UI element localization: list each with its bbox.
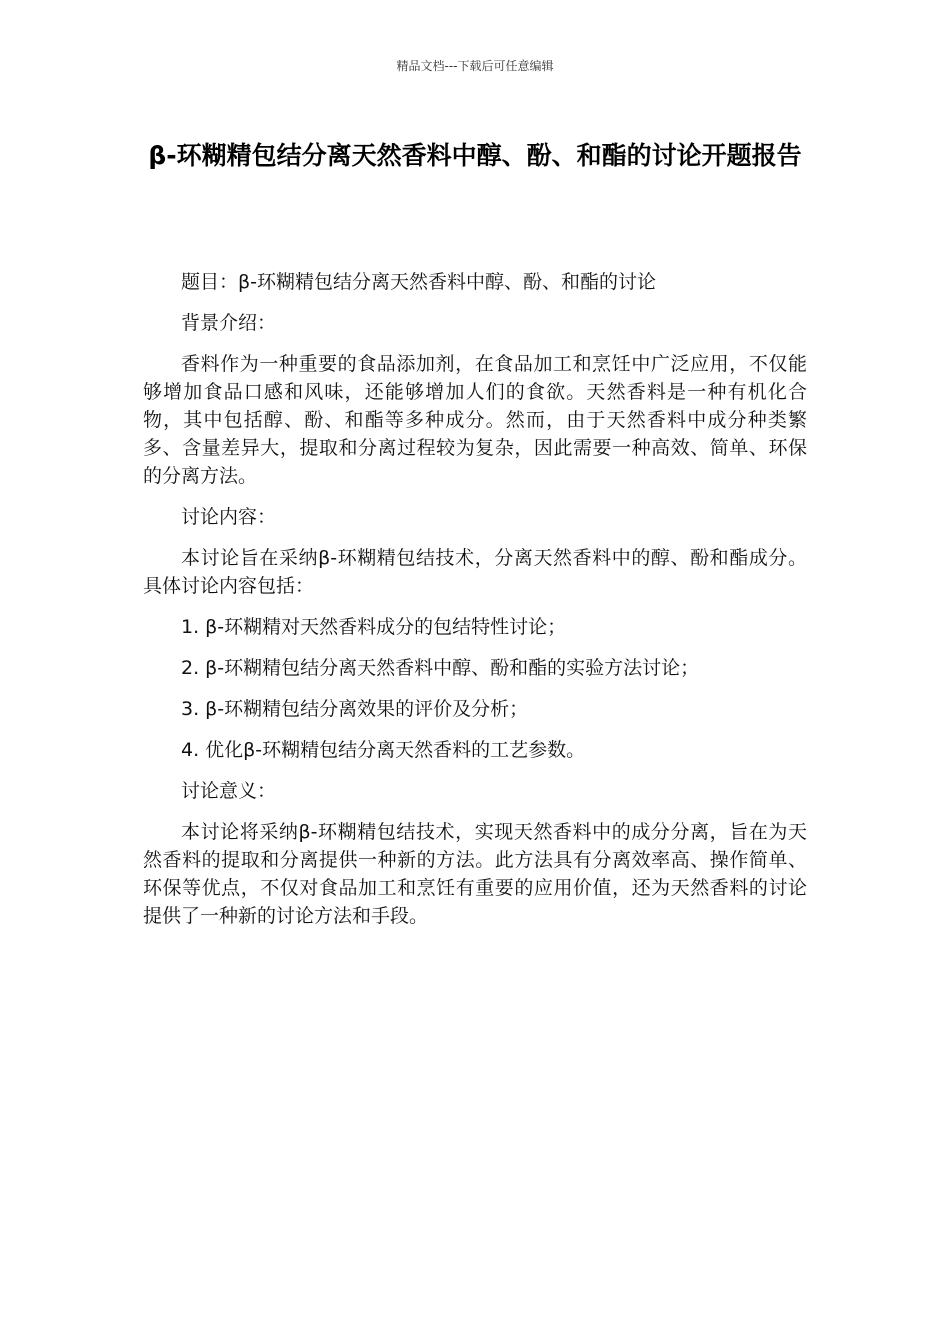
topic-line: 题目：β-环糊精包结分离天然香料中醇、酚、和酯的讨论	[181, 271, 656, 293]
header-note: 精品文档---下载后可任意编辑	[396, 59, 554, 73]
document-title: β-环糊精包结分离天然香料中醇、酚、和酯的讨论开题报告	[148, 141, 802, 170]
section-heading-background: 背景介绍：	[181, 312, 277, 334]
content-list-item-3: 3. β-环糊精包结分离效果的评价及分析；	[181, 698, 529, 720]
content-paragraph: 本讨论旨在采纳β-环糊精包结技术，分离天然香料中的醇、酚和酯成分。具体讨论内容包括：	[143, 547, 807, 597]
document-body	[143, 268, 807, 943]
section-heading-content: 讨论内容：	[181, 506, 277, 528]
significance-paragraph: 本讨论将采纳β-环糊精包结技术，实现天然香料中的成分分离，旨在为天然香料的提取和分离提供一种新的方法。此方法具有分离效率高、操作简单、环保等优点，不仅对食品加工和烹饪有重要的应用价值，还为天然香料的讨论提供了一种新的讨论方法和手段。	[143, 821, 807, 927]
content-list-item-4: 4. 优化β-环糊精包结分离天然香料的工艺参数。	[181, 739, 586, 761]
background-paragraph: 香料作为一种重要的食品添加剂，在食品加工和烹饪中广泛应用，不仅能够增加食品口感和风味，还能够增加人们的食欲。天然香料是一种有机化合物，其中包括醇、酚、和酯等多种成分。然而，由于天然香料中成分种类繁多、含量差异大，提取和分离过程较为复杂，因此需要一种高效、简单、环保的分离方法。	[143, 353, 807, 487]
content-list-item-2: 2. β-环糊精包结分离天然香料中醇、酚和酯的实验方法讨论；	[181, 657, 700, 679]
content-list-item-1: 1. β-环糊精对天然香料成分的包结特性讨论；	[181, 616, 567, 638]
section-heading-significance: 讨论意义：	[181, 780, 277, 802]
